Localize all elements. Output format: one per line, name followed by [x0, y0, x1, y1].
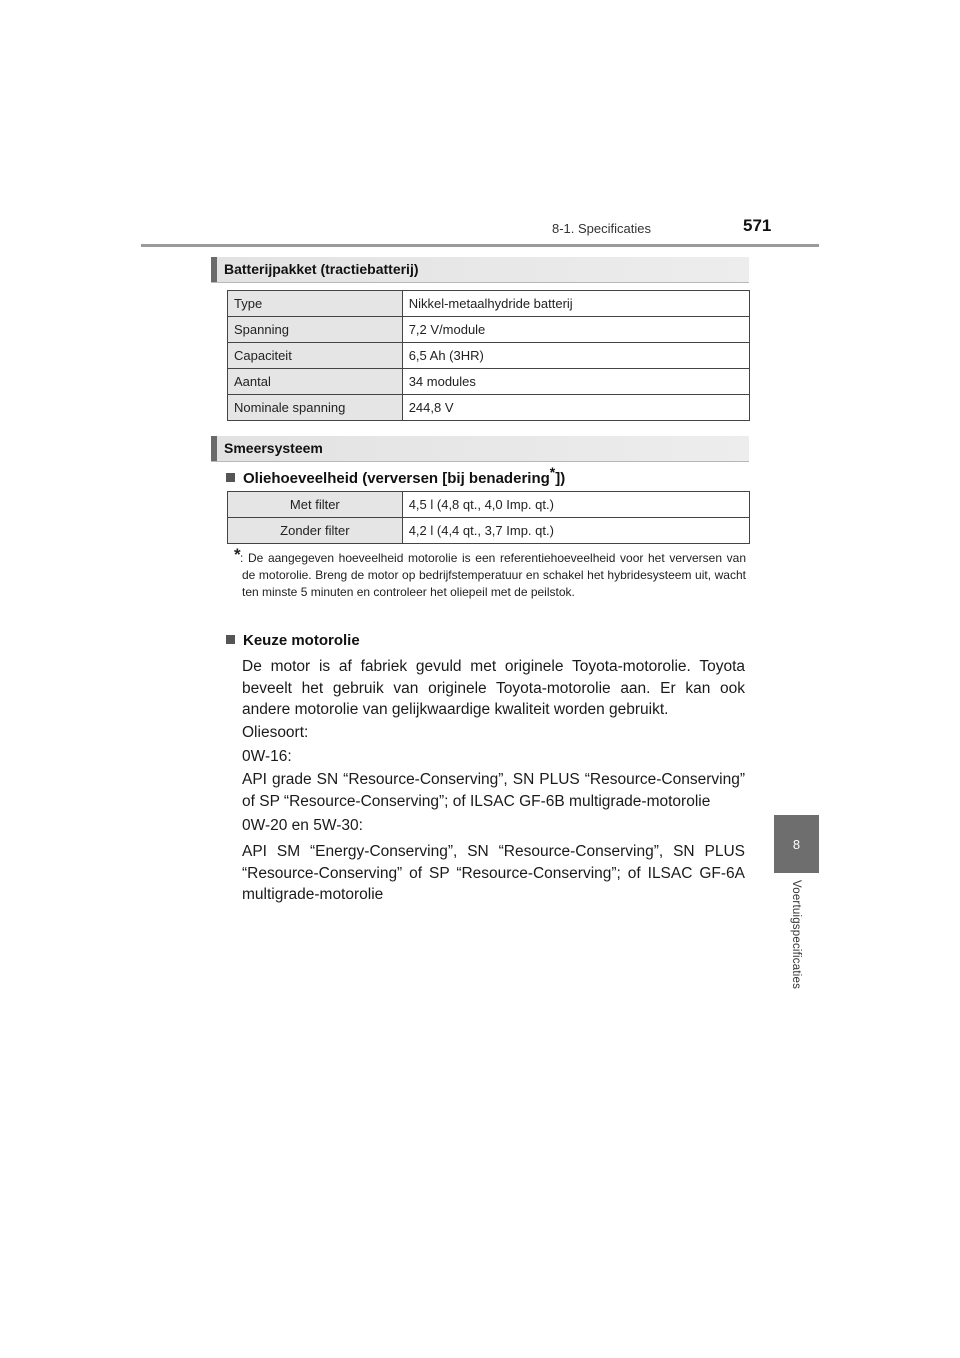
- grade-1-text: API grade SN “Resource-Conserving”, SN PLUS “Resource-Conserving” of SP “Resource-Conserving”; of ILSAC GF-6B multigrade-motorolie: [242, 771, 745, 810]
- oil-choice-heading: Keuze motorolie: [226, 632, 360, 649]
- table-row: [228, 369, 750, 395]
- spec-value: 7,2 V/module: [402, 317, 749, 343]
- spec-key: Zonder filter: [228, 518, 403, 544]
- spec-value: 34 modules: [402, 369, 749, 395]
- oil-type-label: Oliesoort:: [242, 724, 309, 741]
- oil-quantity-table: [227, 491, 750, 544]
- footnote-text: : De aangegeven hoeveelheid motorolie is een referentiehoeveelheid voor het verversen van de motorolie. Breng de motor op bedrijfstemperatuur en schakel het hybridesysteem uit, wacht ten minste 5 minuten en controleer het oliepeil met de peilstok.: [240, 551, 746, 599]
- table-row: [228, 317, 750, 343]
- section-header-bar: [211, 257, 217, 282]
- battery-spec-table: [227, 290, 750, 421]
- bullet-square-icon: [226, 635, 235, 644]
- section-header-battery: [211, 257, 749, 283]
- section-header-title: Smeersysteem: [224, 440, 323, 456]
- grade-2-text: API SM “Energy-Conserving”, SN “Resource-Conserving”, SN PLUS “Resource-Conserving” of SP “Resource-Conserving”; of ILSAC GF-6A multigrade-motorolie: [242, 843, 745, 903]
- bullet-square-icon: [226, 473, 235, 482]
- table-row: [228, 291, 750, 317]
- spec-key: Type: [228, 291, 403, 317]
- header-divider: [141, 244, 819, 247]
- section-header-lubrication: [211, 436, 749, 462]
- table-row: [228, 492, 750, 518]
- footnote-asterisk: *: [234, 545, 241, 564]
- chapter-title: Voertuigspecificaties: [790, 880, 802, 990]
- oil-quantity-heading: Oliehoeveelheid (verversen [bij benadering*]): [226, 464, 565, 487]
- spec-value: Nikkel-metaalhydride batterij: [402, 291, 749, 317]
- spec-value: 4,5 l (4,8 qt., 4,0 Imp. qt.): [402, 492, 749, 518]
- oil-intro-paragraph: De motor is af fabriek gevuld met originele Toyota-motorolie. Toyota beveelt het gebruik van originele Toyota-motorolie aan. Er kan ook andere motorolie van gelijkwaardige kwaliteit worden gebruikt.: [242, 658, 745, 718]
- footnote: [226, 545, 746, 601]
- asterisk-marker: *: [549, 464, 556, 480]
- section-title: 8-1. Specificaties: [552, 221, 651, 236]
- spec-value: 6,5 Ah (3HR): [402, 343, 749, 369]
- spec-key: Spanning: [228, 317, 403, 343]
- chapter-number: 8: [792, 836, 801, 852]
- grade-1-label: 0W-16:: [242, 748, 292, 765]
- chapter-title-vertical: [786, 880, 806, 1010]
- spec-value: 4,2 l (4,4 qt., 3,7 Imp. qt.): [402, 518, 749, 544]
- table-row: [228, 395, 750, 421]
- section-header-title: Batterijpakket (tractiebatterij): [224, 261, 419, 277]
- section-header-bar: [211, 436, 217, 461]
- spec-key: Nominale spanning: [228, 395, 403, 421]
- spec-key: Capaciteit: [228, 343, 403, 369]
- page-number: 571: [743, 216, 772, 235]
- grade-2-label: 0W-20 en 5W-30:: [242, 817, 363, 834]
- spec-value: 244,8 V: [402, 395, 749, 421]
- table-row: [228, 343, 750, 369]
- spec-key: Aantal: [228, 369, 403, 395]
- spec-key: Met filter: [228, 492, 403, 518]
- chapter-tab[interactable]: [774, 815, 819, 873]
- table-row: [228, 518, 750, 544]
